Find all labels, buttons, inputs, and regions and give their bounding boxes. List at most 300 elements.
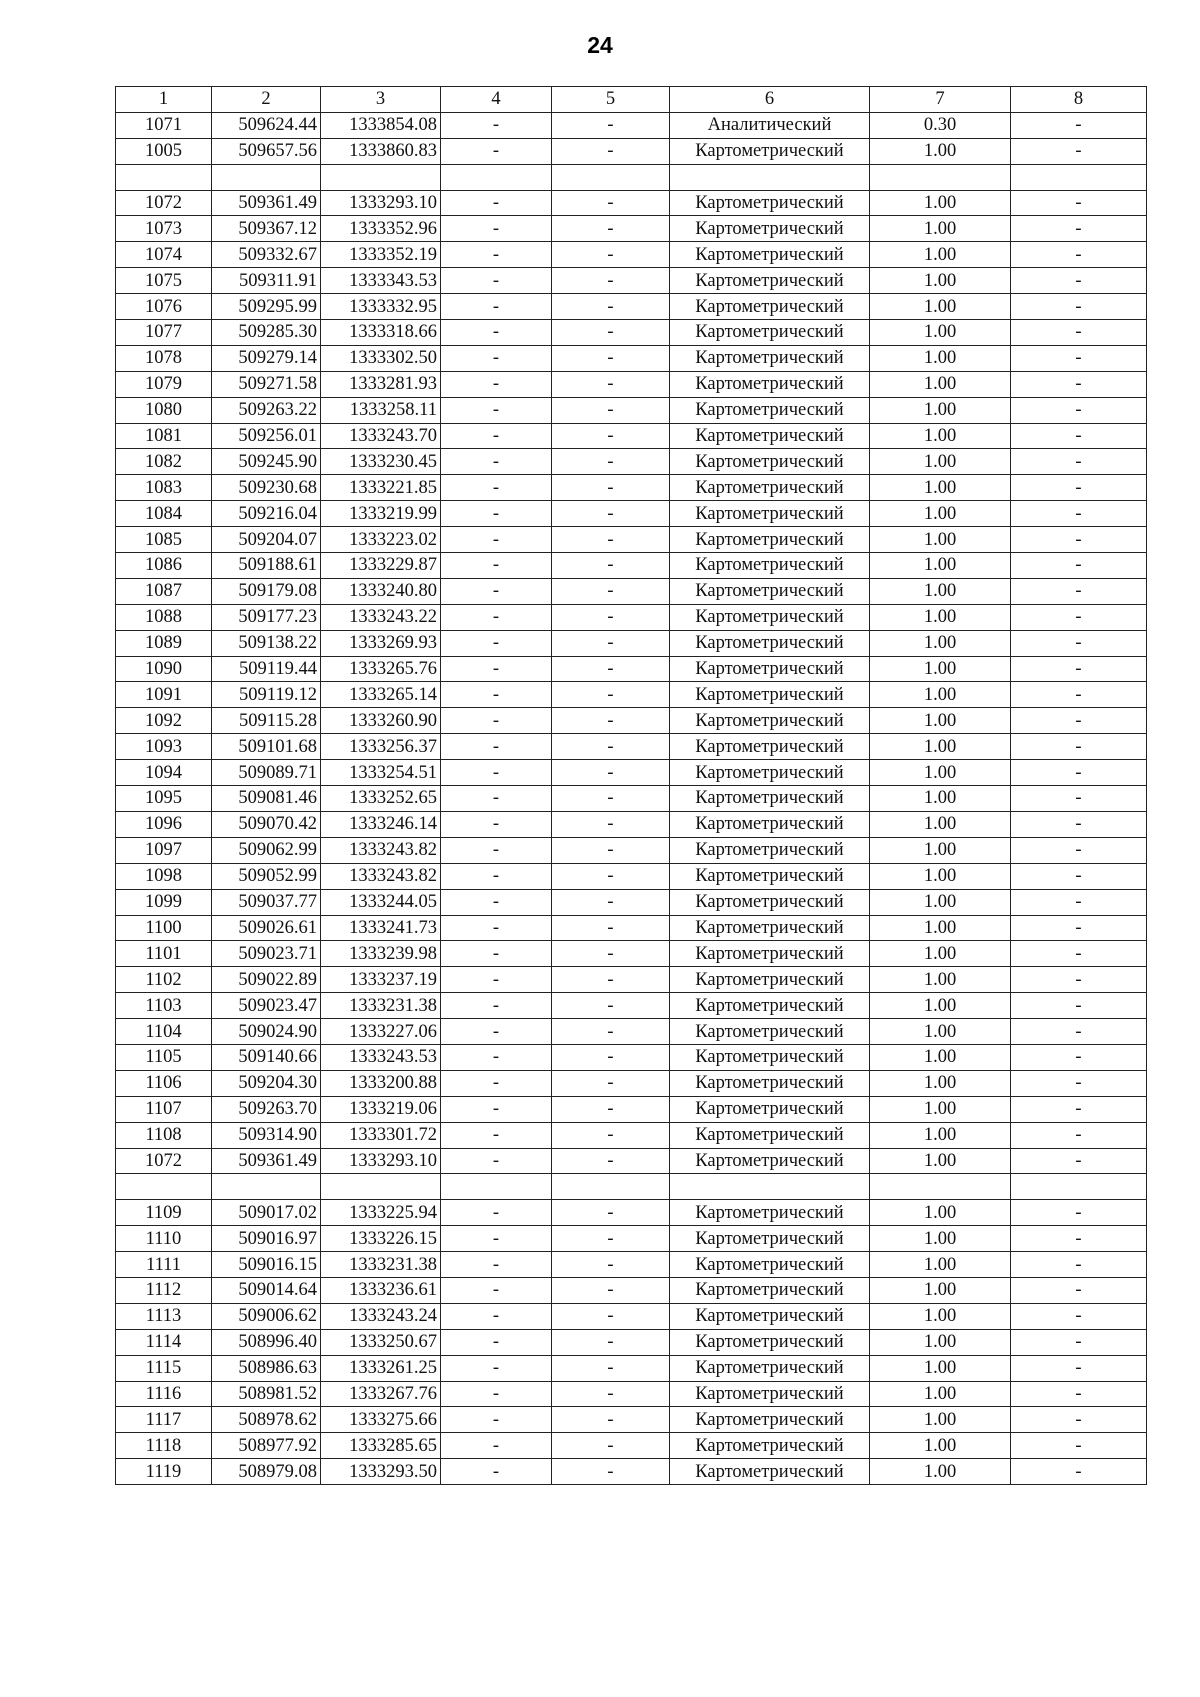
x-coordinate-cell: 509657.56 (212, 138, 321, 164)
table-row (116, 553, 1147, 579)
accuracy-cell: 1.00 (870, 734, 1011, 760)
col-8-value-cell: - (1011, 190, 1147, 216)
col-5-value-cell: - (552, 1096, 670, 1122)
point-number-cell: 1091 (116, 682, 212, 708)
x-coordinate-cell: 509070.42 (212, 811, 321, 837)
method-cell: Картометрический (670, 1122, 870, 1148)
col-4-value-cell: - (441, 423, 552, 449)
col-4-value-cell: - (441, 1303, 552, 1329)
col-8-value-cell: - (1011, 1019, 1147, 1045)
col-8-value-cell: - (1011, 1381, 1147, 1407)
col-4-value-cell: - (441, 1407, 552, 1433)
col-8-value-cell: - (1011, 1122, 1147, 1148)
col-5-value-cell: - (552, 371, 670, 397)
y-coordinate-cell: 1333854.08 (321, 112, 441, 138)
col-5-value-cell: - (552, 578, 670, 604)
x-coordinate-cell: 509245.90 (212, 449, 321, 475)
x-coordinate-cell: 508978.62 (212, 1407, 321, 1433)
method-cell: Картометрический (670, 1226, 870, 1252)
col-8-value-cell: - (1011, 1355, 1147, 1381)
x-coordinate-cell: 509177.23 (212, 604, 321, 630)
table-body (116, 87, 1147, 1485)
point-number-cell: 1105 (116, 1044, 212, 1070)
method-cell: Картометрический (670, 527, 870, 553)
point-number-cell: 1110 (116, 1226, 212, 1252)
y-coordinate-cell: 1333246.14 (321, 811, 441, 837)
accuracy-cell: 1.00 (870, 190, 1011, 216)
table-row (116, 1277, 1147, 1303)
y-coordinate-cell: 1333343.53 (321, 268, 441, 294)
x-coordinate-cell: 508979.08 (212, 1459, 321, 1485)
col-4-value-cell: - (441, 656, 552, 682)
method-cell: Картометрический (670, 889, 870, 915)
col-8-value-cell: - (1011, 1200, 1147, 1226)
col-4-value-cell: - (441, 915, 552, 941)
col-5-value-cell: - (552, 242, 670, 268)
col-8-value-cell: - (1011, 268, 1147, 294)
point-number-cell: 1083 (116, 475, 212, 501)
x-coordinate-cell: 509216.04 (212, 501, 321, 527)
col-4-value-cell: - (441, 604, 552, 630)
col-8-value-cell: - (1011, 423, 1147, 449)
col-5-value-cell: - (552, 682, 670, 708)
col-4-value-cell: - (441, 397, 552, 423)
y-coordinate-cell: 1333285.65 (321, 1433, 441, 1459)
col-8-value-cell: - (1011, 967, 1147, 993)
header-cell-5: 5 (552, 87, 670, 113)
method-cell: Картометрический (670, 1096, 870, 1122)
accuracy-cell: 1.00 (870, 837, 1011, 863)
col-5-value-cell: - (552, 475, 670, 501)
x-coordinate-cell: 509285.30 (212, 320, 321, 346)
x-coordinate-cell: 509115.28 (212, 708, 321, 734)
x-coordinate-cell: 509022.89 (212, 967, 321, 993)
x-coordinate-cell: 509311.91 (212, 268, 321, 294)
accuracy-cell: 1.00 (870, 1407, 1011, 1433)
accuracy-cell: 1.00 (870, 320, 1011, 346)
table-row (116, 967, 1147, 993)
table-row (116, 993, 1147, 1019)
accuracy-cell: 1.00 (870, 604, 1011, 630)
col-8-value-cell: - (1011, 889, 1147, 915)
y-coordinate-cell: 1333221.85 (321, 475, 441, 501)
accuracy-cell: 1.00 (870, 630, 1011, 656)
method-cell: Картометрический (670, 138, 870, 164)
point-number-cell: 1097 (116, 837, 212, 863)
x-coordinate-cell: 509256.01 (212, 423, 321, 449)
col-5-value-cell: - (552, 1303, 670, 1329)
x-coordinate-cell (212, 164, 321, 190)
col-4-value-cell: - (441, 734, 552, 760)
col-8-value-cell: - (1011, 708, 1147, 734)
col-8-value-cell: - (1011, 475, 1147, 501)
point-number-cell (116, 1174, 212, 1200)
point-number-cell: 1073 (116, 216, 212, 242)
method-cell: Картометрический (670, 268, 870, 294)
x-coordinate-cell: 509279.14 (212, 345, 321, 371)
col-5-value-cell: - (552, 320, 670, 346)
col-8-value-cell: - (1011, 656, 1147, 682)
table-row (116, 268, 1147, 294)
accuracy-cell: 1.00 (870, 863, 1011, 889)
col-8-value-cell: - (1011, 449, 1147, 475)
table-row (116, 1226, 1147, 1252)
header-cell-8: 8 (1011, 87, 1147, 113)
accuracy-cell: 1.00 (870, 397, 1011, 423)
method-cell: Картометрический (670, 371, 870, 397)
y-coordinate-cell: 1333243.82 (321, 837, 441, 863)
col-8-value-cell: - (1011, 501, 1147, 527)
point-number-cell: 1103 (116, 993, 212, 1019)
table-row (116, 915, 1147, 941)
point-number-cell: 1092 (116, 708, 212, 734)
y-coordinate-cell: 1333230.45 (321, 449, 441, 475)
table-row (116, 1044, 1147, 1070)
point-number-cell: 1098 (116, 863, 212, 889)
col-4-value-cell: - (441, 1200, 552, 1226)
accuracy-cell: 1.00 (870, 1096, 1011, 1122)
col-8-value-cell: - (1011, 320, 1147, 346)
method-cell: Картометрический (670, 941, 870, 967)
method-cell: Картометрический (670, 1019, 870, 1045)
x-coordinate-cell: 509024.90 (212, 1019, 321, 1045)
col-8-value-cell: - (1011, 1096, 1147, 1122)
method-cell: Картометрический (670, 708, 870, 734)
table-row (116, 837, 1147, 863)
x-coordinate-cell: 509081.46 (212, 786, 321, 812)
col-5-value-cell: - (552, 501, 670, 527)
col-5-value-cell (552, 164, 670, 190)
col-5-value-cell: - (552, 1200, 670, 1226)
y-coordinate-cell: 1333219.06 (321, 1096, 441, 1122)
col-8-value-cell: - (1011, 1407, 1147, 1433)
method-cell: Картометрический (670, 1381, 870, 1407)
y-coordinate-cell: 1333281.93 (321, 371, 441, 397)
col-5-value-cell: - (552, 1122, 670, 1148)
col-5-value-cell: - (552, 1407, 670, 1433)
point-number-cell: 1101 (116, 941, 212, 967)
col-4-value-cell: - (441, 1381, 552, 1407)
accuracy-cell: 1.00 (870, 786, 1011, 812)
point-number-cell: 1118 (116, 1433, 212, 1459)
method-cell: Картометрический (670, 630, 870, 656)
x-coordinate-cell: 509037.77 (212, 889, 321, 915)
method-cell: Картометрический (670, 449, 870, 475)
col-8-value-cell: - (1011, 216, 1147, 242)
col-4-value-cell: - (441, 682, 552, 708)
col-4-value-cell: - (441, 1355, 552, 1381)
col-5-value-cell: - (552, 811, 670, 837)
col-8-value-cell: - (1011, 242, 1147, 268)
col-8-value-cell: - (1011, 578, 1147, 604)
x-coordinate-cell: 509016.97 (212, 1226, 321, 1252)
col-4-value-cell: - (441, 501, 552, 527)
col-8-value-cell: - (1011, 630, 1147, 656)
y-coordinate-cell: 1333243.82 (321, 863, 441, 889)
point-number-cell: 1099 (116, 889, 212, 915)
accuracy-cell: 1.00 (870, 1200, 1011, 1226)
x-coordinate-cell: 509188.61 (212, 553, 321, 579)
y-coordinate-cell: 1333243.53 (321, 1044, 441, 1070)
x-coordinate-cell: 509367.12 (212, 216, 321, 242)
point-number-cell: 1085 (116, 527, 212, 553)
col-4-value-cell: - (441, 345, 552, 371)
point-number-cell: 1086 (116, 553, 212, 579)
accuracy-cell: 1.00 (870, 1433, 1011, 1459)
method-cell: Картометрический (670, 604, 870, 630)
col-4-value-cell (441, 164, 552, 190)
method-cell: Картометрический (670, 1433, 870, 1459)
col-4-value-cell: - (441, 811, 552, 837)
point-number-cell: 1071 (116, 112, 212, 138)
col-8-value-cell: - (1011, 682, 1147, 708)
col-5-value-cell: - (552, 294, 670, 320)
col-5-value-cell: - (552, 630, 670, 656)
col-5-value-cell: - (552, 1433, 670, 1459)
col-5-value-cell: - (552, 1070, 670, 1096)
point-number-cell: 1100 (116, 915, 212, 941)
table-row (116, 423, 1147, 449)
col-4-value-cell: - (441, 967, 552, 993)
x-coordinate-cell: 508996.40 (212, 1329, 321, 1355)
x-coordinate-cell: 509271.58 (212, 371, 321, 397)
point-number-cell: 1115 (116, 1355, 212, 1381)
method-cell: Картометрический (670, 967, 870, 993)
accuracy-cell: 1.00 (870, 682, 1011, 708)
col-8-value-cell: - (1011, 138, 1147, 164)
col-5-value-cell: - (552, 1226, 670, 1252)
x-coordinate-cell: 509204.07 (212, 527, 321, 553)
accuracy-cell: 1.00 (870, 294, 1011, 320)
header-cell-7: 7 (870, 87, 1011, 113)
col-4-value-cell: - (441, 553, 552, 579)
y-coordinate-cell: 1333302.50 (321, 345, 441, 371)
col-5-value-cell: - (552, 604, 670, 630)
table-row (116, 1096, 1147, 1122)
method-cell: Картометрический (670, 320, 870, 346)
table-row (116, 112, 1147, 138)
method-cell: Картометрический (670, 786, 870, 812)
table-row (116, 242, 1147, 268)
header-cell-6: 6 (670, 87, 870, 113)
col-4-value-cell: - (441, 837, 552, 863)
table-row (116, 1303, 1147, 1329)
y-coordinate-cell: 1333301.72 (321, 1122, 441, 1148)
x-coordinate-cell: 509295.99 (212, 294, 321, 320)
x-coordinate-cell: 509263.22 (212, 397, 321, 423)
col-5-value-cell: - (552, 1381, 670, 1407)
y-coordinate-cell: 1333243.70 (321, 423, 441, 449)
y-coordinate-cell: 1333352.19 (321, 242, 441, 268)
y-coordinate-cell: 1333237.19 (321, 967, 441, 993)
col-5-value-cell: - (552, 656, 670, 682)
method-cell: Картометрический (670, 811, 870, 837)
col-4-value-cell: - (441, 889, 552, 915)
col-4-value-cell: - (441, 449, 552, 475)
col-4-value-cell: - (441, 1044, 552, 1070)
point-number-cell: 1108 (116, 1122, 212, 1148)
method-cell: Картометрический (670, 1355, 870, 1381)
col-5-value-cell: - (552, 837, 670, 863)
x-coordinate-cell: 509023.47 (212, 993, 321, 1019)
col-8-value-cell: - (1011, 786, 1147, 812)
table-row (116, 1200, 1147, 1226)
col-8-value-cell: - (1011, 760, 1147, 786)
x-coordinate-cell: 509119.12 (212, 682, 321, 708)
col-5-value-cell: - (552, 734, 670, 760)
col-5-value-cell: - (552, 967, 670, 993)
col-8-value-cell: - (1011, 1459, 1147, 1485)
col-4-value-cell: - (441, 941, 552, 967)
method-cell: Картометрический (670, 1252, 870, 1278)
y-coordinate-cell: 1333261.25 (321, 1355, 441, 1381)
col-4-value-cell: - (441, 1459, 552, 1485)
y-coordinate-cell: 1333318.66 (321, 320, 441, 346)
method-cell: Картометрический (670, 216, 870, 242)
method-cell: Картометрический (670, 397, 870, 423)
point-number-cell: 1106 (116, 1070, 212, 1096)
method-cell: Картометрический (670, 863, 870, 889)
y-coordinate-cell: 1333258.11 (321, 397, 441, 423)
x-coordinate-cell: 509314.90 (212, 1122, 321, 1148)
col-8-value-cell (1011, 1174, 1147, 1200)
col-8-value-cell: - (1011, 345, 1147, 371)
y-coordinate-cell: 1333260.90 (321, 708, 441, 734)
method-cell: Картометрический (670, 993, 870, 1019)
y-coordinate-cell: 1333200.88 (321, 1070, 441, 1096)
method-cell: Картометрический (670, 1407, 870, 1433)
point-number-cell: 1078 (116, 345, 212, 371)
y-coordinate-cell: 1333860.83 (321, 138, 441, 164)
point-number-cell: 1074 (116, 242, 212, 268)
point-number-cell: 1119 (116, 1459, 212, 1485)
accuracy-cell: 1.00 (870, 1355, 1011, 1381)
col-4-value-cell: - (441, 630, 552, 656)
col-5-value-cell: - (552, 397, 670, 423)
col-5-value-cell: - (552, 1044, 670, 1070)
accuracy-cell: 1.00 (870, 1148, 1011, 1174)
table-row (116, 682, 1147, 708)
method-cell: Картометрический (670, 242, 870, 268)
table-row (116, 1148, 1147, 1174)
y-coordinate-cell: 1333229.87 (321, 553, 441, 579)
point-number-cell: 1104 (116, 1019, 212, 1045)
x-coordinate-cell: 509006.62 (212, 1303, 321, 1329)
y-coordinate-cell: 1333293.10 (321, 190, 441, 216)
col-8-value-cell: - (1011, 941, 1147, 967)
col-4-value-cell: - (441, 1433, 552, 1459)
point-number-cell: 1102 (116, 967, 212, 993)
col-4-value-cell: - (441, 294, 552, 320)
col-8-value-cell: - (1011, 553, 1147, 579)
y-coordinate-cell: 1333241.73 (321, 915, 441, 941)
col-5-value-cell: - (552, 889, 670, 915)
accuracy-cell: 1.00 (870, 811, 1011, 837)
col-4-value-cell: - (441, 1019, 552, 1045)
col-4-value-cell: - (441, 1329, 552, 1355)
col-4-value-cell: - (441, 708, 552, 734)
point-number-cell: 1113 (116, 1303, 212, 1329)
method-cell: Картометрический (670, 553, 870, 579)
accuracy-cell: 1.00 (870, 1459, 1011, 1485)
method-cell: Картометрический (670, 1329, 870, 1355)
table-row (116, 345, 1147, 371)
col-8-value-cell: - (1011, 604, 1147, 630)
col-8-value-cell: - (1011, 397, 1147, 423)
accuracy-cell: 1.00 (870, 1303, 1011, 1329)
col-8-value-cell: - (1011, 1148, 1147, 1174)
y-coordinate-cell: 1333225.94 (321, 1200, 441, 1226)
table-row (116, 734, 1147, 760)
accuracy-cell: 0.30 (870, 112, 1011, 138)
accuracy-cell: 1.00 (870, 1019, 1011, 1045)
col-8-value-cell: - (1011, 112, 1147, 138)
col-5-value-cell: - (552, 760, 670, 786)
accuracy-cell: 1.00 (870, 915, 1011, 941)
col-8-value-cell: - (1011, 371, 1147, 397)
y-coordinate-cell: 1333227.06 (321, 1019, 441, 1045)
col-4-value-cell: - (441, 320, 552, 346)
col-5-value-cell: - (552, 1329, 670, 1355)
col-5-value-cell: - (552, 553, 670, 579)
col-8-value-cell: - (1011, 1329, 1147, 1355)
accuracy-cell: 1.00 (870, 656, 1011, 682)
y-coordinate-cell: 1333226.15 (321, 1226, 441, 1252)
accuracy-cell: 1.00 (870, 967, 1011, 993)
method-cell: Картометрический (670, 656, 870, 682)
col-5-value-cell: - (552, 1355, 670, 1381)
accuracy-cell: 1.00 (870, 1277, 1011, 1303)
col-8-value-cell: - (1011, 1070, 1147, 1096)
accuracy-cell: 1.00 (870, 268, 1011, 294)
header-cell-1: 1 (116, 87, 212, 113)
method-cell: Картометрический (670, 501, 870, 527)
point-number-cell: 1075 (116, 268, 212, 294)
accuracy-cell: 1.00 (870, 993, 1011, 1019)
method-cell: Картометрический (670, 734, 870, 760)
x-coordinate-cell: 509361.49 (212, 1148, 321, 1174)
col-8-value-cell (1011, 164, 1147, 190)
col-5-value-cell: - (552, 863, 670, 889)
accuracy-cell: 1.00 (870, 1252, 1011, 1278)
separator-row (116, 1174, 1147, 1200)
table-row (116, 216, 1147, 242)
accuracy-cell: 1.00 (870, 501, 1011, 527)
x-coordinate-cell: 509017.02 (212, 1200, 321, 1226)
x-coordinate-cell: 509230.68 (212, 475, 321, 501)
col-8-value-cell: - (1011, 993, 1147, 1019)
col-4-value-cell: - (441, 242, 552, 268)
method-cell (670, 164, 870, 190)
accuracy-cell: 1.00 (870, 1044, 1011, 1070)
table-row (116, 1355, 1147, 1381)
y-coordinate-cell: 1333243.22 (321, 604, 441, 630)
col-5-value-cell: - (552, 993, 670, 1019)
point-number-cell: 1096 (116, 811, 212, 837)
col-8-value-cell: - (1011, 294, 1147, 320)
accuracy-cell: 1.00 (870, 138, 1011, 164)
y-coordinate-cell: 1333250.67 (321, 1329, 441, 1355)
table-row (116, 475, 1147, 501)
x-coordinate-cell: 509361.49 (212, 190, 321, 216)
method-cell: Картометрический (670, 475, 870, 501)
point-number-cell: 1094 (116, 760, 212, 786)
table-row (116, 1381, 1147, 1407)
x-coordinate-cell: 509140.66 (212, 1044, 321, 1070)
y-coordinate-cell: 1333219.99 (321, 501, 441, 527)
table-row (116, 630, 1147, 656)
col-4-value-cell: - (441, 1122, 552, 1148)
